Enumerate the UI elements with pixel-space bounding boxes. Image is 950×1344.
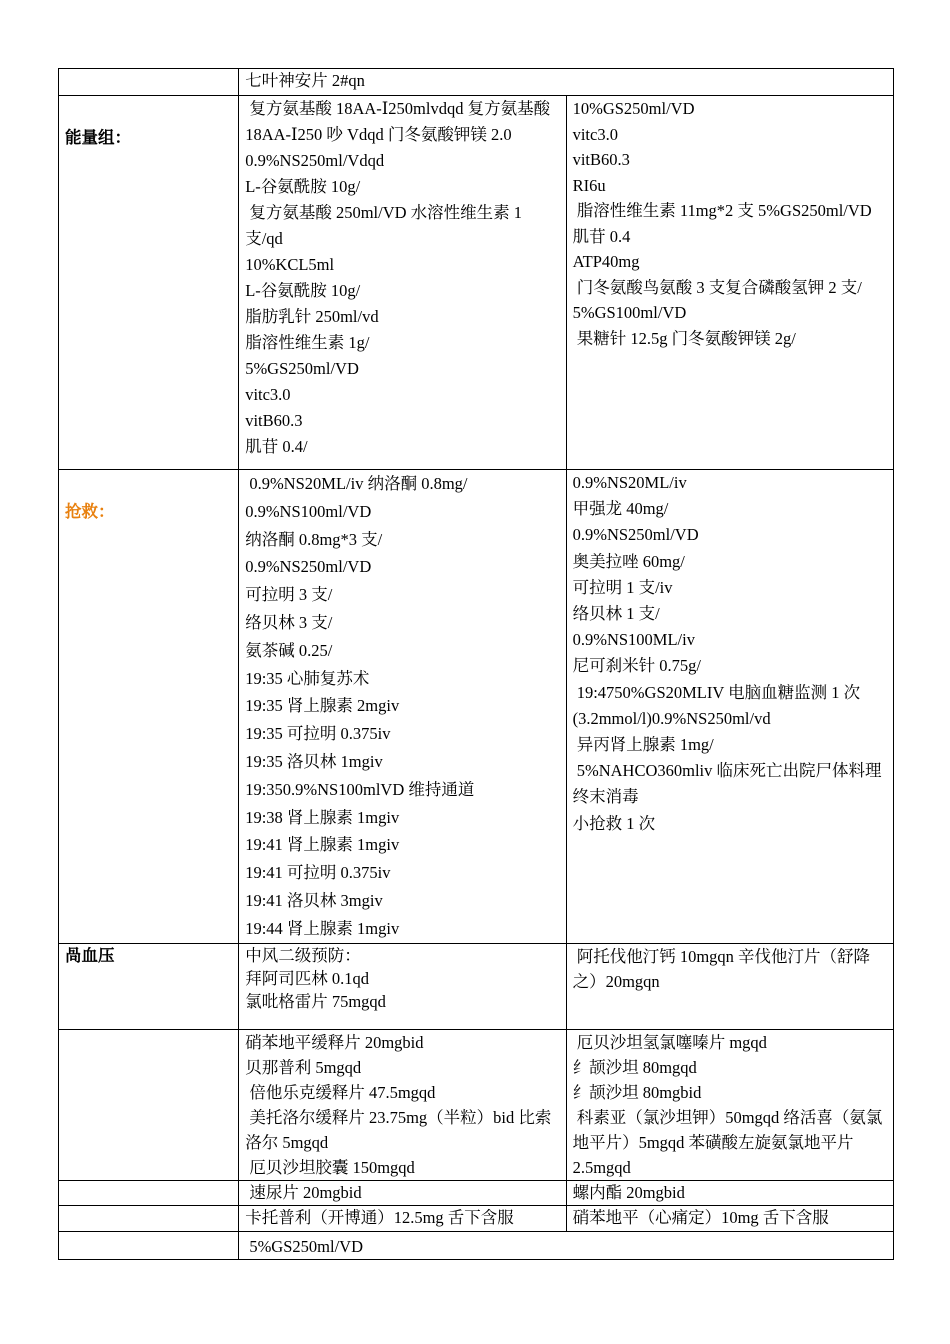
text-line: 奥美拉唑 60mg/ — [572, 551, 685, 571]
text-line: 19:41 肾上腺素 1mgiv — [245, 835, 400, 855]
row-label — [59, 1205, 239, 1231]
text-line: 小抢救 1 次 — [572, 813, 656, 833]
energy-right-cell — [566, 96, 893, 470]
text-line: 倍他乐克缓释片 47.5mgqd — [245, 1082, 436, 1102]
text-line: 19:4750%GS20MLIV 电脑血糖监测 1 次(3.2mmol/l)0.9%NS250ml/vd — [572, 682, 861, 728]
text-line: 纟颉沙坦 80mgbid — [572, 1082, 702, 1102]
text-line: vitc3.0 — [572, 124, 618, 144]
table-row — [59, 470, 894, 944]
text-line: 0.9%NS20ML/iv — [572, 473, 687, 492]
text-line: RI6u — [572, 175, 606, 195]
text-line: 中风二级预防： — [245, 945, 361, 965]
text-line: 肌苷 0.4/ — [245, 437, 308, 456]
sublingual-right-cell — [566, 1205, 893, 1231]
text-line: 速尿片 20mgbid — [245, 1182, 362, 1202]
row-label — [59, 69, 239, 96]
table-row — [59, 1205, 894, 1231]
hypertension-left-cell — [239, 943, 566, 1029]
text-line: 络贝林 1 支/ — [572, 604, 660, 624]
text-line: 可拉明 3 支/ — [245, 585, 333, 605]
text-line: 19:350.9%NS100mlVD 维持通道 — [245, 779, 475, 799]
text-line: 厄贝沙坦胶囊 150mgqd — [245, 1157, 415, 1177]
text-line: 脂肪乳针 250ml/vd — [245, 307, 379, 326]
table-row — [59, 69, 894, 96]
text-line: 5%GS100ml/VD — [572, 303, 687, 322]
text-line: 19:35 心肺复苏术 — [245, 668, 370, 688]
text-line: 科素亚（氯沙坦钾）50mgqd 络活喜（氨氯地平片）5mgqd 苯磺酸左旋氨氯地平片 2.5mgqd — [572, 1107, 883, 1177]
table-row — [59, 96, 894, 470]
row-content — [239, 69, 894, 96]
text-line: 脂溶性维生素 1g/ — [245, 333, 370, 352]
energy-left-cell — [239, 96, 566, 470]
row-label — [59, 1180, 239, 1205]
text-line: 复方氨基酸 250ml/VD 水溶性维生素 1 支/qd — [245, 203, 527, 248]
text-line: vitB60.3 — [245, 411, 303, 430]
text-line: 尼可刹米针 0.75g/ — [572, 656, 701, 676]
text-line: 厄贝沙坦氢氯噻嗪片 mgqd — [572, 1032, 767, 1052]
text-line: 贝那普利 5mgqd — [245, 1057, 362, 1077]
text-line: L-谷氨酰胺 10g/ — [245, 281, 361, 300]
text-line: 5%GS250ml/VD — [245, 359, 359, 378]
text-line: 甲强龙 40mg/ — [572, 499, 669, 519]
antihypertensive-right-cell — [566, 1029, 893, 1180]
hypertension-right-cell — [566, 943, 893, 1029]
text-line: L-谷氨酰胺 10g/ — [245, 177, 361, 196]
rescue-left-cell — [239, 470, 566, 944]
rescue-right-cell — [566, 470, 893, 944]
text-line: vitB60.3 — [572, 150, 630, 169]
text-line: vitc3.0 — [245, 385, 291, 404]
text-line: 19:35 肾上腺素 2mgiv — [245, 696, 400, 716]
text-line: 络贝林 3 支/ — [245, 612, 333, 632]
text-line: 螺内酯 20mgbid — [572, 1182, 685, 1202]
text-line: 19:35 洛贝林 1mgiv — [245, 751, 383, 771]
text-line: 纟颉沙坦 80mgqd — [572, 1057, 697, 1077]
sublingual-left-cell — [239, 1205, 566, 1231]
text-line: 0.9%NS250ml/VD — [245, 557, 372, 577]
text-line: 0.9%NS20ML/iv 纳洛酮 0.8mg/ — [245, 474, 468, 493]
text-line: 0.9%NS100ML/iv — [572, 630, 695, 650]
text-line: 拜阿司匹林 0.1qd — [245, 968, 369, 988]
text-line: 门冬氨酸鸟氨酸 3 支复合磷酸氢钾 2 支/ — [572, 277, 862, 297]
row-content — [239, 1231, 894, 1259]
text-line: 10%GS250ml/VD — [572, 99, 695, 118]
table-row — [59, 1231, 894, 1259]
text-line: 异丙肾上腺素 1mg/ — [572, 735, 714, 755]
table-row — [59, 943, 894, 1029]
antihypertensive-left-cell — [239, 1029, 566, 1180]
text-line: 脂溶性维生素 11mg*2 支 5%GS250ml/VD — [572, 201, 872, 220]
text-line: 19:35 可拉明 0.375iv — [245, 724, 391, 744]
diuretic-right-cell — [566, 1180, 893, 1205]
text-line: ATP40mg — [572, 252, 640, 271]
row-label-energy: 能量组： — [59, 96, 239, 470]
text-line: 果糖针 12.5g 门冬氨酸钾镁 2g/ — [572, 328, 796, 348]
text-line: 19:38 肾上腺素 1mgiv — [245, 807, 400, 827]
text-line: 19:41 可拉明 0.375iv — [245, 863, 391, 883]
text-line: 可拉明 1 支/iv — [572, 577, 673, 597]
text-line: 0.9%NS250ml/Vdqd — [245, 151, 385, 170]
text-line: 5%NAHCO360mliv 临床死亡出院尸体料理终末消毒 — [572, 761, 882, 807]
text-line: 硝苯地平（心痛定）10mg 舌下含服 — [572, 1207, 829, 1227]
table-row — [59, 1029, 894, 1180]
text-line: 10%KCL5ml — [245, 255, 335, 274]
text-line: 0.9%NS100ml/VD — [245, 501, 372, 521]
row-label-rescue: 抢救： — [59, 470, 239, 944]
text-line: 19:41 洛贝林 3mgiv — [245, 890, 383, 910]
text-line: 卡托普利（开博通）12.5mg 舌下含服 — [245, 1207, 514, 1227]
text-line: 氯吡格雷片 75mgqd — [245, 991, 386, 1011]
text-line: 19:44 肾上腺素 1mgiv — [245, 918, 400, 938]
medication-table — [58, 68, 894, 1260]
text-line: 复方氨基酸 18AA-Ⅰ250mlvdqd 复方氨基酸 18AA-Ⅰ250 吵 Vdqd 门冬氨酸钾镁 2.0 — [245, 99, 555, 144]
row-label — [59, 1231, 239, 1259]
diuretic-left-cell — [239, 1180, 566, 1205]
text-line: 七叶神安片 2#qn — [245, 71, 365, 90]
row-label — [59, 1029, 239, 1180]
text-line: 肌苷 0.4 — [572, 226, 631, 246]
row-label-hypertension: 咼血压 — [59, 943, 239, 1029]
text-line: 5%GS250ml/VD — [245, 1236, 363, 1256]
text-line: 0.9%NS250ml/VD — [572, 525, 699, 545]
text-line: 硝苯地平缓释片 20mgbid — [245, 1032, 424, 1052]
table-row — [59, 1180, 894, 1205]
text-line: 阿托伐他汀钙 10mgqn 辛伐他汀片（舒降之）20mgqn — [572, 946, 871, 991]
text-line: 氨茶碱 0.25/ — [245, 640, 333, 660]
text-line: 纳洛酮 0.8mg*3 支/ — [245, 529, 383, 549]
text-line: 美托洛尔缓释片 23.75mg（半粒）bid 比索洛尔 5mgqd — [245, 1107, 552, 1152]
